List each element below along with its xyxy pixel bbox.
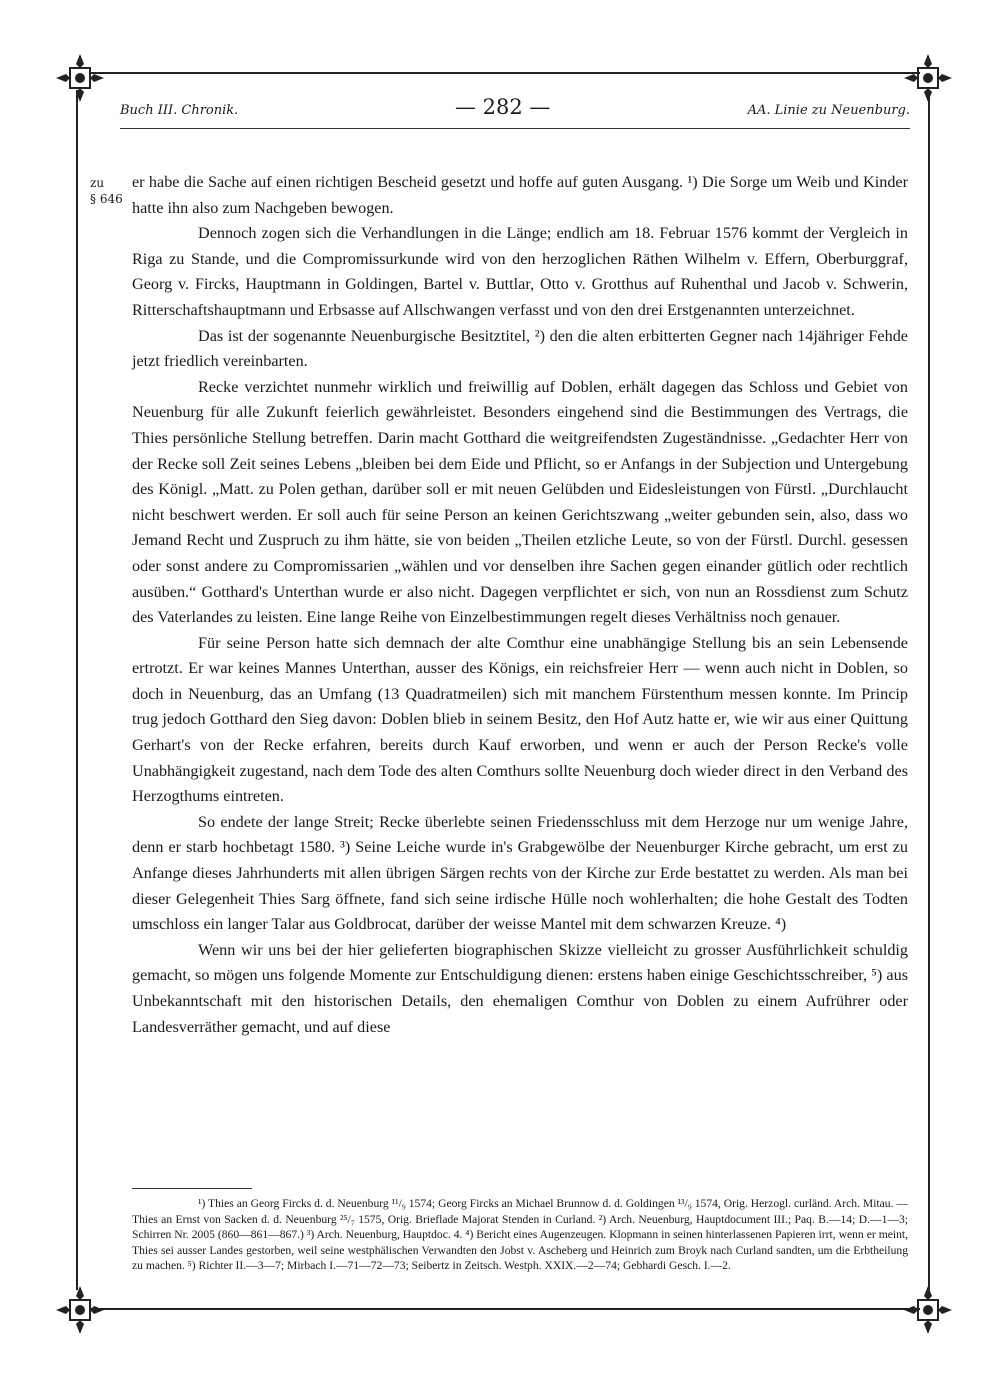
margin-note: § 646 [90,192,123,206]
footnote-rule [132,1188,252,1189]
paragraph: Dennoch zogen sich die Verhandlungen in die Länge; endlich am 18. Februar 1576 kommt der Vergleich in Riga zu Stande, und die Compromissurkunde wird von den herzoglichen Räthen Wilhelm v. Effern, Oberburggraf, Georg v. Fircks, Hauptmann in Goldingen, Bartel v. Buttlar, Otto v. Grotthus auf Ruhenthal und Jacob v. Schwerin, Ritterschaftshauptmann und Erbsasse auf Allschwangen verfasst und von den drei Erstgenannten unterzeichnet. [132,224,908,319]
header-rule [120,128,910,129]
body-text [132,170,908,1040]
paragraph: Für seine Person hatte sich demnach der alte Comthur eine unabhängige Stellung bis an sein Lebensende ertrotzt. Er war keines Mannes Unterthan, ausser des Königs, ein reichsfreier Herr — wenn auch nicht in Doblen, so doch in Neuenburg, das an Umfang (13 Quadratmeilen) sich mit manchem Fürstenthum messen konnte. Im Princip trug jedoch Gotthard den Sieg davon: Doblen blieb in seinem Besitz, den Hof Autz hatte er, wie wir aus einer Quittung Gerhart's von der Recke erfahren, bereits durch Kauf erworben, und wenn er auch der Person Recke's volle Unabhängigkeit zugestand, nach dem Tode des alten Comthurs sollte Neuenburg doch wieder direct in den Verband des Herzogthums eintreten. [132,633,908,806]
margin-note: zu [90,176,105,190]
paragraph: Wenn wir uns bei der hier gelieferten biographischen Skizze vielleicht zu grosser Ausführlichkeit schuldig gemacht, so mögen uns folgende Momente zur Entschuldigung dienen: erstens haben einige Geschichtsschreiber, ⁵) aus Unbekanntschaft mit den historischen Details, den ehemaligen Comthur von Doblen zu einem Aufrührer oder Landesverräther gemacht, und auf diese [132,940,908,1036]
frame-left-line [76,90,78,1290]
paragraph: er habe die Sache auf einen richtigen Bescheid gesetzt und hoffe auf guten Ausgang. ¹) Die Sorge um Weib und Kinder hatte ihn also zum Nachgeben bewogen. [132,173,908,217]
paragraph: Das ist der sogenannte Neuenburgische Besitztitel, ²) den die alten erbitterten Gegner nach 14jähriger Fehde jetzt friedlich vereinbarten. [132,326,908,371]
corner-ornament-icon [52,1282,108,1338]
paragraph: So endete der lange Streit; Recke überlebte seinen Friedensschluss mit dem Herzoge nur um wenige Jahre, denn er starb hochbetagt 1580. ³) Seine Leiche wurde in's Grabgewölbe der Neuenburger Kirche gebracht, um erst zu Anfange dieses Jahrhunderts mit allen übrigen Särgen rechts von der Kirche zur Erde bestattet zu werden. Als man bei dieser Gelegenheit Thies Sarg öffnete, fand sich seine irdische Hülle noch wohlerhalten; die hohe Gestalt des Todten umschloss ein langer Talar aus Goldbrocat, darüber der weisse Mantel mit dem schwarzen Kreuze. ⁴) [132,812,908,934]
paragraph: Recke verzichtet nunmehr wirklich und freiwillig auf Doblen, erhält dagegen das Schloss und Gebiet von Neuenburg für alle Zukunft feierlich gewährleistet. Besonders eingehend sind die Bestimmungen des Vertrags, die Thies persönliche Stellung betreffen. Darin macht Gotthard die weitgreifendsten Zugeständnisse. „Gedachter Herr von der Recke soll Zeit seines Lebens „bleiben bei dem Eide und Pflicht, so er Anfangs in der Subjection und Untergebung des Königl. „Matt. zu Polen gethan, darüber soll er mit neuen Gelübden und Eidesleistungen von Fürstl. „Durchlaucht nicht beschwert werden. Er soll auch für seine Person an keinen Gerichtszwang „weiter gebunden sein, also, dass wo Jemand Recht und Zuspruch zu ihm hätte, sie von beiden „Theilen etzliche Leute, so von der Fürstl. Durchl. gesessen oder sonst andere zu Compromissarien „wählen und vor denselben ihre Sachen gegen einander gütlich oder rechtlich ausüben.“ Gotthard's Unterthan wurde er also nicht. Dagegen verpflichtet er sich, von nun an Rossdienst zum Schutz des Vaterlandes zu leisten. Eine lange Reihe von Einzelbestimmungen regelt dieses Verhältniss noch genauer. [132,377,908,627]
running-header [120,95,910,125]
frame-top-line [90,72,920,74]
frame-right-line [928,90,930,1290]
corner-ornament-icon [900,1282,956,1338]
corner-ornament-icon [52,50,108,106]
footnote-text: ¹) Thies an Georg Fircks d. d. Neuenburg ¹¹/₉ 1574; Georg Fircks an Michael Brunnow d. d. Goldingen ¹³/₉ 1574, Orig. Herzogl. curländ. Arch. Mitau. — Thies an Ernst von Sacken d. d. Neuenburg ²⁵/₇ 1575, Orig. Brieflade Majorat Stenden in Curland. ²) Arch. Neuenburg, Hauptdocument III.; Paq. B.—14; D.—1—3; Schirren Nr. 2005 (860—861—867.) ³) Arch. Neuenburg, Hauptdoc. 4. ⁴) Bericht eines Augenzeugen. Klopmann in seinen hinterlassenen Papieren irrt, wenn er meint, Thies sei ausser Landes gestorben, weil seine westphälischen Verwandten den Jobst v. Ascheberg und Heinrich zum Broyk nach Curland sandten, um die Erbtheilung zu machen. ⁵) Richter II.—3—7; Mirbach I.—71—72—73; Seibertz in Zeitsch. Westph. XXIX.—2—74; Gebhardi Gesch. I.—2. [132,1197,908,1273]
page-number: — 282 — [455,95,551,119]
header-book-title: Buch III. Chronik. [120,103,239,118]
footnotes [132,1196,908,1274]
frame-bottom-line [90,1308,920,1310]
header-section-title: AA. Linie zu Neuenburg. [747,103,910,118]
